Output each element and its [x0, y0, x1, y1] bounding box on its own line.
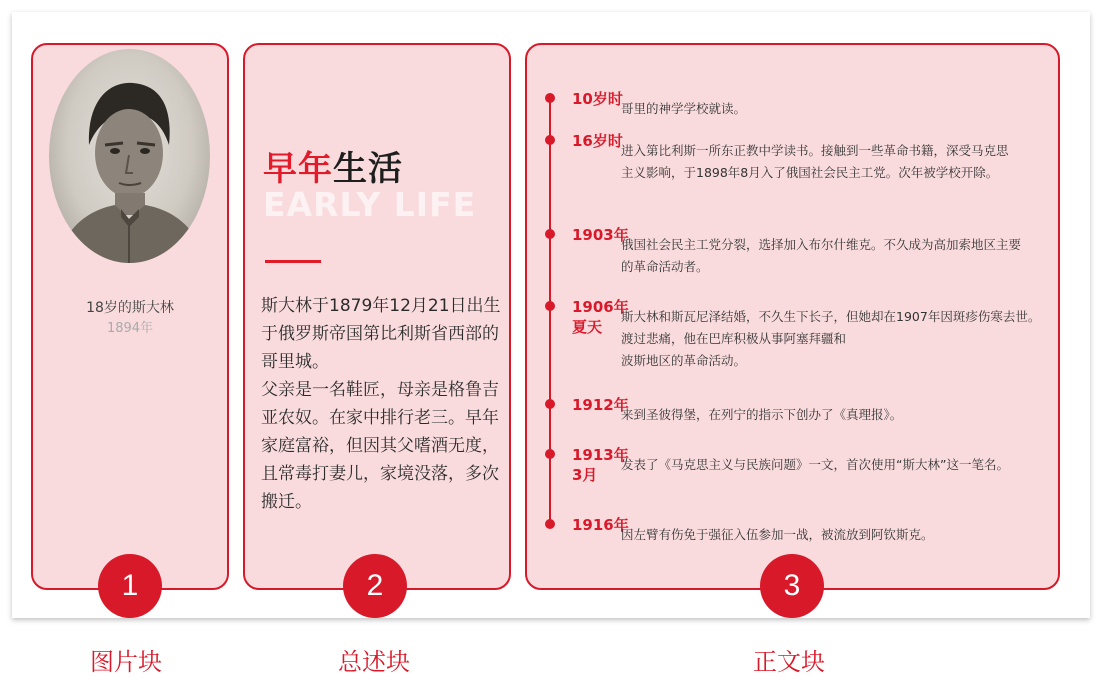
timeline-dot: [545, 519, 555, 529]
picture-block: [31, 43, 229, 590]
overview-paragraph: 父亲是一名鞋匠，母亲是格鲁吉亚农奴。在家中排行老三。早年家庭富裕，但因其父嗜酒无度，且常毒打妻儿，家境没落，多次搬迁。: [261, 380, 499, 512]
photo-caption: 18岁的斯大林: [86, 300, 174, 316]
timeline-text: 主义影响，于1898年8月入了俄国社会民主工党。次年被学校开除。: [621, 165, 999, 180]
timeline-text: 渡过悲痛，他在巴库积极从事阿塞拜疆和: [621, 331, 847, 346]
timeline-label: 1913年 3月: [572, 446, 629, 484]
timeline-dot: [545, 399, 555, 409]
timeline-text: 哥里的神学学校就读。: [621, 101, 747, 116]
label-picture-block: 图片块: [90, 648, 162, 676]
overview-text: [261, 292, 507, 516]
section-subtitle: EARLY LIFE: [263, 185, 477, 224]
timeline-dot: [545, 449, 555, 459]
timeline-text: 波斯地区的革命活动。: [621, 353, 747, 368]
timeline-dot: [545, 229, 555, 239]
timeline-text: 因左臂有伤免于强征入伍参加一战，被流放到阿钦斯克。: [621, 527, 934, 542]
timeline-text: 俄国社会民主工党分裂，选择加入布尔什维克。不久成为高加索地区主要: [621, 237, 1022, 252]
timeline-text: 斯大林和斯瓦尼泽结婚，不久生下长子，但她却在1907年因斑疹伤寒去世。: [621, 309, 1041, 324]
timeline-dot: [545, 93, 555, 103]
photo-year: 1894年: [106, 321, 154, 336]
timeline-text: 来到圣彼得堡，在列宁的指示下创办了《真理报》。: [621, 407, 903, 422]
timeline-label: 16岁时: [572, 132, 623, 150]
timeline-label: 1906年 夏天: [572, 298, 629, 336]
badge-3: 3: [760, 554, 824, 618]
overview-block: [243, 43, 511, 590]
badge-2: 2: [343, 554, 407, 618]
label-content-block: 正文块: [753, 648, 825, 676]
title-highlight: 早年: [263, 149, 333, 189]
title-rest: 生活: [333, 149, 403, 189]
timeline-label: 10岁时: [572, 90, 623, 108]
timeline-dot: [545, 135, 555, 145]
timeline-text: 进入第比利斯一所东正教中学读书。接触到一些革命书籍，深受马克思: [621, 143, 1009, 158]
timeline-text: 的革命活动者。: [621, 259, 709, 274]
title-divider: [265, 260, 321, 263]
badge-1: 1: [98, 554, 162, 618]
timeline-label: 1912年: [572, 396, 629, 414]
label-overview-block: 总述块: [338, 648, 410, 676]
timeline-label: 1903年: [572, 226, 629, 244]
overview-paragraph: 斯大林于1879年12月21日出生于俄罗斯帝国第比利斯省西部的哥里城。: [261, 296, 501, 372]
timeline-label: 1916年: [572, 516, 629, 534]
content-block: [525, 43, 1060, 590]
timeline-text: 发表了《马克思主义与民族问题》一文，首次使用“斯大林”这一笔名。: [621, 457, 1009, 472]
timeline-dot: [545, 301, 555, 311]
section-title: [263, 141, 403, 190]
portrait-photo: [49, 49, 210, 263]
